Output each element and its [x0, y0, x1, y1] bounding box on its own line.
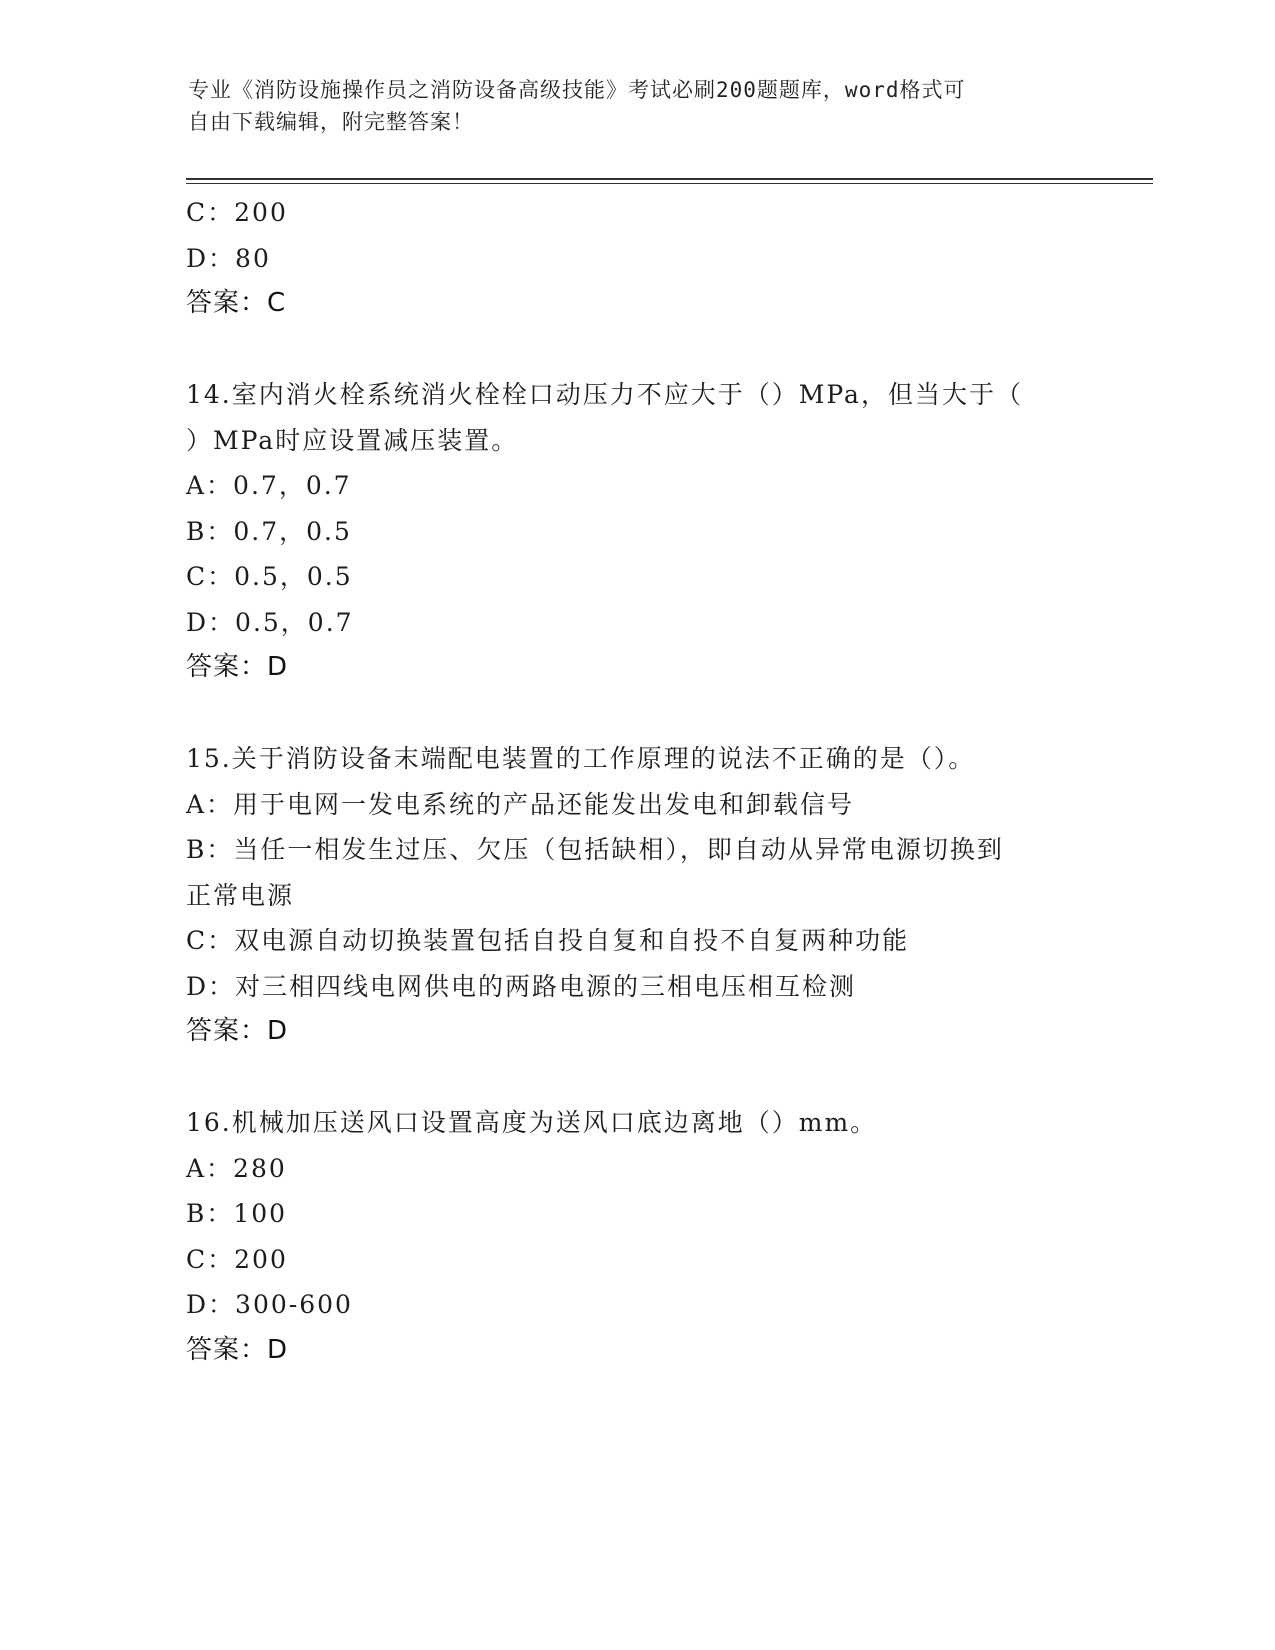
document-body	[186, 190, 1086, 1373]
q15-option-d: D：对三相四线电网供电的两路电源的三相电压相互检测	[186, 971, 857, 1001]
question-15-block	[186, 736, 1086, 1055]
header-divider-thin	[186, 183, 1153, 184]
spacer	[186, 327, 1086, 373]
header-divider-thick	[186, 178, 1153, 180]
q16-option-b: B：100	[186, 1199, 288, 1228]
q15-option-b-line-2: 正常电源	[186, 880, 295, 910]
q16-answer: 答案：D	[186, 1334, 289, 1365]
q16-option-d: D：300-600	[186, 1290, 353, 1319]
header-line-2: 自由下载编辑，附完整答案！	[188, 110, 474, 134]
question-13-block	[186, 190, 1086, 327]
q14-answer: 答案：D	[186, 652, 289, 682]
q16-option-c: C：200	[186, 1244, 288, 1274]
q15-option-a: A：用于电网一发电系统的产品还能发出发电和卸载信号	[186, 789, 855, 819]
q16-question: 16.机械加压送风口设置高度为送风口底边离地（）mm。	[186, 1108, 878, 1137]
q14-option-b: B：0.7，0.5	[186, 516, 352, 546]
q14-question-line-2: ）MPa时应设置减压装置。	[186, 425, 519, 455]
q14-option-d: D：0.5，0.7	[186, 607, 354, 637]
q15-option-b-line-1: B：当任一相发生过压、欠压（包括缺相），即自动从异常电源切换到	[186, 835, 1004, 864]
spacer	[186, 691, 1086, 737]
q13-option-d: D：80	[186, 243, 271, 273]
q15-question: 15.关于消防设备末端配电装置的工作原理的说法不正确的是（）。	[186, 744, 976, 773]
q13-option-c: C：200	[186, 198, 288, 227]
q14-option-a: A：0.7，0.7	[186, 471, 352, 500]
document-header	[188, 74, 1068, 138]
q15-option-c: C：双电源自动切换装置包括自投自复和自投不自复两种功能	[186, 926, 910, 955]
q15-answer: 答案：D	[186, 1016, 289, 1046]
question-16-block	[186, 1100, 1086, 1373]
q13-answer: 答案：C	[186, 288, 287, 318]
q16-option-a: A：280	[186, 1153, 287, 1183]
spacer	[186, 1055, 1086, 1101]
q14-option-c: C：0.5，0.5	[186, 562, 353, 591]
q14-question-line-1: 14.室内消火栓系统消火栓栓口动压力不应大于（）MPa，但当大于（	[186, 380, 1023, 409]
question-14-block	[186, 372, 1086, 691]
header-line-1: 专业《消防设施操作员之消防设备高级技能》考试必刷200题题库，word格式可	[188, 78, 966, 102]
